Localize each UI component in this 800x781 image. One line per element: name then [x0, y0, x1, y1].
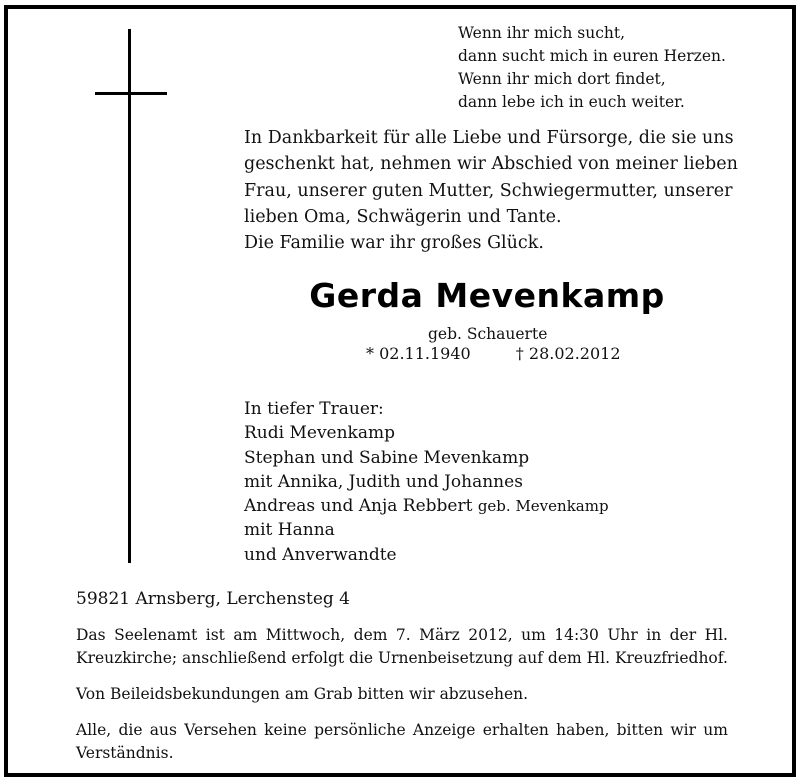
- intro-line: Die Familie war ihr großes Glück.: [244, 233, 544, 254]
- poem-line: dann lebe ich in euch weiter.: [458, 93, 685, 111]
- poem: [458, 22, 726, 114]
- mourner-name: Andreas und Anja Rebbert: [244, 496, 473, 517]
- mourner-birth-name: geb. Mevenkamp: [477, 497, 609, 516]
- address: 59821 Arnsberg, Lerchensteg 4: [76, 589, 350, 609]
- mourner-line: mit Hanna: [244, 520, 335, 541]
- condolence-notice: Von Beileidsbekundungen am Grab bitten wir abzusehen.: [76, 685, 529, 703]
- mourner-line: und Anverwandte: [244, 544, 397, 565]
- birth-name: geb. Schauerte: [428, 325, 548, 343]
- service-notice: Das Seelenamt ist am Mittwoch, dem 7. März 2012, um 14:30 Uhr in der Hl. Kreuzkirche; anschließend erfolgt die Urnenbeisetzung auf dem Hl. Kreuzfriedhof.: [76, 626, 728, 667]
- life-dates: [366, 344, 621, 363]
- mourner-line: mit Annika, Judith und Johannes: [244, 471, 523, 492]
- mourners-heading: In tiefer Trauer:: [244, 399, 384, 419]
- intro-line: geschenkt hat, nehmen wir Abschied von meiner lieben: [244, 154, 738, 175]
- intro-text: [244, 125, 738, 256]
- intro-line: Frau, unserer guten Mutter, Schwiegermutter, unserer: [244, 180, 733, 201]
- birth-date: * 02.11.1940: [366, 344, 471, 363]
- mourner-line: Stephan und Sabine Mevenkamp: [244, 447, 530, 468]
- poem-line: dann sucht mich in euren Herzen.: [458, 47, 726, 65]
- intro-line: In Dankbarkeit für alle Liebe und Fürsorge, die sie uns: [244, 128, 734, 148]
- mourner-line: Rudi Mevenkamp: [244, 423, 395, 444]
- apology-notice: Alle, die aus Versehen keine persönliche Anzeige erhalten haben, bitten wir um Verständnis.: [76, 721, 728, 762]
- death-date: † 28.02.2012: [515, 344, 621, 363]
- mourners-list: [244, 397, 609, 567]
- mourner-line: [244, 494, 609, 518]
- poem-line: Wenn ihr mich sucht,: [458, 24, 626, 42]
- poem-line: Wenn ihr mich dort findet,: [458, 70, 666, 88]
- cross-icon-horizontal-bar: [95, 92, 167, 95]
- intro-line: lieben Oma, Schwägerin und Tante.: [244, 206, 562, 227]
- deceased-name: Gerda Mevenkamp: [309, 276, 665, 315]
